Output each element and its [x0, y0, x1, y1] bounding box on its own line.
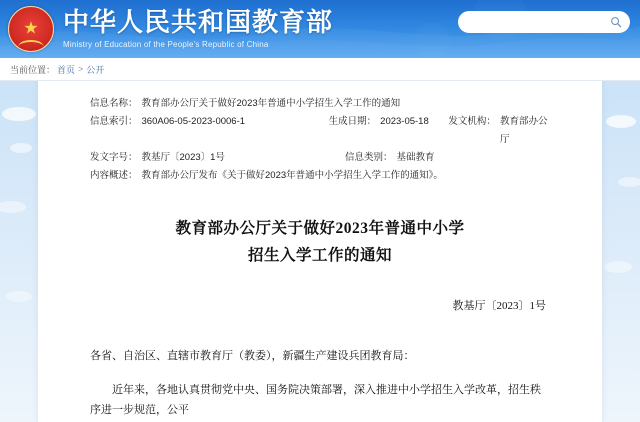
meta-value-issuer: 教育部办公厅 [499, 116, 548, 146]
meta-label-category: 信息类别： [345, 152, 393, 164]
meta-label-date: 生成日期： [328, 116, 377, 128]
document-title-line2: 招生入学工作的通知 [247, 247, 392, 265]
meta-label-issuer: 发文机构： [448, 116, 496, 128]
meta-col-category [345, 149, 435, 167]
national-emblem-icon [8, 6, 54, 52]
breadcrumb-item-open[interactable]: 公开 [86, 64, 105, 75]
meta-value-docnum: 教基厅〔2023〕1号 [141, 152, 225, 164]
breadcrumb-separator: > [78, 64, 84, 74]
document-title [90, 215, 550, 269]
right-decoration [602, 81, 640, 422]
meta-value-date: 2023-05-18 [380, 116, 429, 128]
site-title-en: Ministry of Education of the People's Republic of China [63, 39, 269, 49]
document-paragraph-1: 近年来，各地认真贯彻党中央、国务院决策部署，深入推进中小学招生入学改革，招生秩序进一步规范，公平 [90, 384, 541, 417]
meta-col-docnum [90, 149, 345, 167]
breadcrumb-prefix: 当前位置： [10, 64, 56, 75]
meta-value-category: 基础教育 [396, 152, 435, 164]
meta-value-index: 360A06-05-2023-0006-1 [141, 116, 246, 128]
breadcrumb-item-home[interactable]: 首页 [57, 64, 76, 75]
document-meta [90, 95, 550, 185]
site-header [0, 0, 640, 58]
meta-row-name [90, 95, 550, 113]
document-card [38, 81, 602, 422]
meta-row-docnum [90, 149, 550, 167]
meta-label-name: 信息名称： [90, 98, 138, 109]
breadcrumb [0, 58, 640, 81]
meta-row-index [90, 113, 550, 149]
site-title-cn: 中华人民共和国教育部 [63, 7, 334, 38]
left-decoration [0, 81, 38, 422]
content-area [0, 81, 640, 422]
meta-label-docnum: 发文字号： [90, 152, 138, 164]
document-title-line1: 教育部办公厅关于做好2023年普通中小学 [175, 220, 465, 238]
meta-col-date [329, 113, 449, 131]
document-salutation: 各省、自治区、直辖市教育厅（教委），新疆生产建设兵团教育局： [90, 350, 415, 363]
site-title-block [63, 9, 333, 48]
meta-value-summary: 教育部办公厅发布《关于做好2023年普通中小学招生入学工作的通知》。 [141, 170, 443, 182]
meta-col-index [90, 113, 329, 131]
emblem-star-icon: ★ [23, 18, 39, 38]
meta-label-index: 信息索引： [90, 116, 138, 128]
document-number: 教基厅〔2023〕1号 [452, 300, 546, 313]
search-icon[interactable] [610, 16, 622, 28]
emblem-gear-icon [18, 40, 44, 47]
meta-label-summary: 内容概述： [90, 170, 138, 182]
search-input[interactable] [466, 16, 610, 29]
meta-col-issuer [448, 113, 550, 149]
meta-value-name: 教育部办公厅关于做好2023年普通中小学招生入学工作的通知 [141, 98, 401, 109]
search-box[interactable] [458, 11, 630, 33]
meta-row-summary [90, 167, 550, 185]
